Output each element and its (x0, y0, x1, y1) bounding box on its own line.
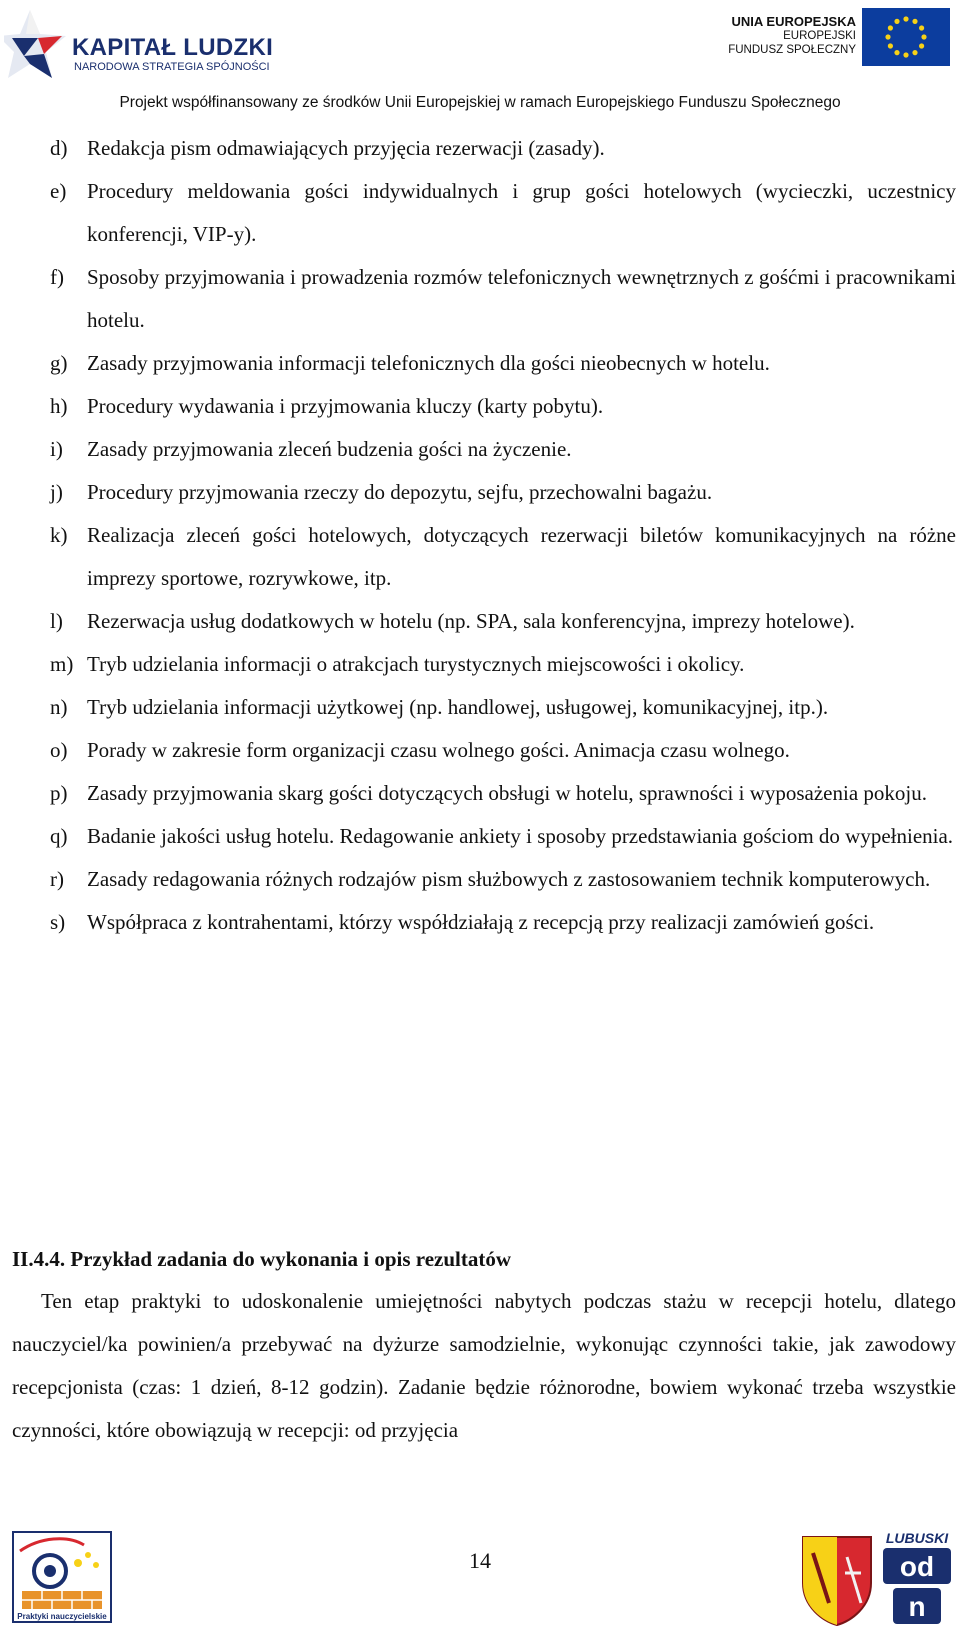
list-item (50, 643, 956, 686)
coat-of-arms-icon (799, 1533, 875, 1627)
page-header (0, 0, 960, 118)
list-item-text: Rezerwacja usług dodatkowych w hotelu (np. SPA, sala konferencyjna, imprezy hotelowe). (87, 609, 855, 633)
list-item-text: Tryb udzielania informacji o atrakcjach turystycznych miejscowości i okolicy. (87, 652, 745, 676)
list-item-text: Współpraca z kontrahentami, którzy współdziałają z recepcją przy realizacji zamówień gości. (87, 910, 875, 934)
list-item (50, 901, 956, 944)
list-item (50, 772, 956, 815)
list-item-letter: p) (50, 781, 68, 805)
eu-logo-text (728, 14, 856, 57)
list-item-text: Procedury przyjmowania rzeczy do depozytu, sejfu, przechowalni bagażu. (87, 480, 713, 504)
list-item-text: Redakcja pism odmawiających przyjęcia rezerwacji (zasady). (87, 136, 605, 160)
list-item-text: Realizacja zleceń gości hotelowych, dotyczących rezerwacji biletów komunikacyjnych na różne imprezy sportowe, rozrywkowe, itp. (87, 523, 956, 590)
list-item (50, 170, 956, 256)
section-paragraph: Ten etap praktyki to udoskonalenie umiejętności nabytych podczas stażu w recepcji hotelu, dlatego nauczyciel/ka powinien/a przebywać na dyżurze samodzielnie, wykonując czynności takie, jak zawodowy recepcjonista (czas: 1 dzień, 8-12 godzin). Zadanie będzie różnorodne, bowiem wykonać trzeba wszystkie czynności, które obowiązują w recepcji: od przyjęcia (12, 1289, 956, 1442)
list-item (50, 342, 956, 385)
list-item-text: Procedury wydawania i przyjmowania kluczy (karty pobytu). (87, 394, 604, 418)
list-item-text: Sposoby przyjmowania i prowadzenia rozmów telefonicznych wewnętrznych z gośćmi i pracownikami hotelu. (87, 265, 956, 332)
eu-logo-line3: FUNDUSZ SPOŁECZNY (728, 44, 856, 56)
list-item-letter: n) (50, 695, 68, 719)
list-item (50, 686, 956, 729)
list-item-text: Zasady przyjmowania skarg gości dotyczących obsługi w hotelu, sprawności i wyposażenia pokoju. (87, 781, 927, 805)
project-funding-line: Projekt współfinansowany ze środków Unii Europejskiej w ramach Europejskiego Funduszu Społecznego (119, 94, 841, 111)
list-item-letter: l) (50, 609, 63, 633)
list-item-letter: r) (50, 867, 64, 891)
eu-logo-line1: UNIA EUROPEJSKA (731, 14, 856, 29)
list-item-text: Zasady przyjmowania informacji telefonicznych dla gości nieobecnych w hotelu. (87, 351, 770, 375)
page-number: 14 (469, 1548, 491, 1573)
list-item-letter: i) (50, 437, 63, 461)
list-item-text: Tryb udzielania informacji użytkowej (np. handlowej, usługowej, komunikacyjnej, itp.). (87, 695, 829, 719)
list-item-text: Procedury meldowania gości indywidualnych i grup gości hotelowych (wycieczki, uczestnicy konferencji, VIP-y). (87, 179, 956, 246)
list-item (50, 385, 956, 428)
list-item-letter: j) (50, 480, 63, 504)
kapital-ludzki-logo (4, 4, 274, 88)
list-item-letter: g) (50, 351, 68, 375)
list-item (50, 815, 956, 858)
list-item-letter: e) (50, 179, 67, 203)
list-item (50, 127, 956, 170)
list-item (50, 256, 956, 342)
kapital-ludzki-subtitle: NARODOWA STRATEGIA SPÓJNOŚCI (74, 61, 270, 73)
list-item-letter: k) (50, 523, 68, 547)
list-item-text: Zasady redagowania różnych rodzajów pism służbowych z zastosowaniem technik komputerowych. (87, 867, 931, 891)
list-item-letter: s) (50, 910, 66, 934)
topics-list (50, 127, 956, 944)
list-item-letter: h) (50, 394, 68, 418)
kapital-ludzki-star-icon (4, 4, 74, 88)
list-item (50, 514, 956, 600)
kapital-ludzki-title: KAPITAŁ LUDZKI (72, 34, 274, 61)
lubuski-logo-text: LUBUSKI (885, 1530, 949, 1546)
list-item (50, 600, 956, 643)
list-item-letter: q) (50, 824, 68, 848)
praktyki-nauczycielskie-logo (12, 1531, 112, 1623)
odn-logo-letters-bottom: n (908, 1591, 926, 1622)
list-item-letter: f) (50, 265, 64, 289)
eu-logo-line2: EUROPEJSKI (783, 30, 856, 42)
list-item (50, 428, 956, 471)
lubuski-odn-logo (877, 1530, 957, 1628)
eu-flag-icon (862, 8, 950, 66)
list-item-text: Porady w zakresie form organizacji czasu wolnego gości. Animacja czasu wolnego. (87, 738, 790, 762)
section-heading: II.4.4. Przykład zadania do wykonania i opis rezultatów (12, 1247, 512, 1271)
list-item (50, 729, 956, 772)
list-item (50, 471, 956, 514)
list-item (50, 858, 956, 901)
list-item-letter: o) (50, 738, 68, 762)
praktyki-logo-caption: Praktyki nauczycielskie (17, 1612, 107, 1621)
list-item-letter: d) (50, 136, 68, 160)
list-item-letter: m) (50, 652, 74, 676)
list-item-text: Zasady przyjmowania zleceń budzenia gości na życzenie. (87, 437, 572, 461)
list-item-text: Badanie jakości usług hotelu. Redagowanie ankiety i sposoby przedstawiania gościom do wypełnienia. (87, 824, 954, 848)
praktyki-logo-icon (12, 1531, 112, 1623)
odn-logo-letters-top: od (899, 1551, 935, 1582)
